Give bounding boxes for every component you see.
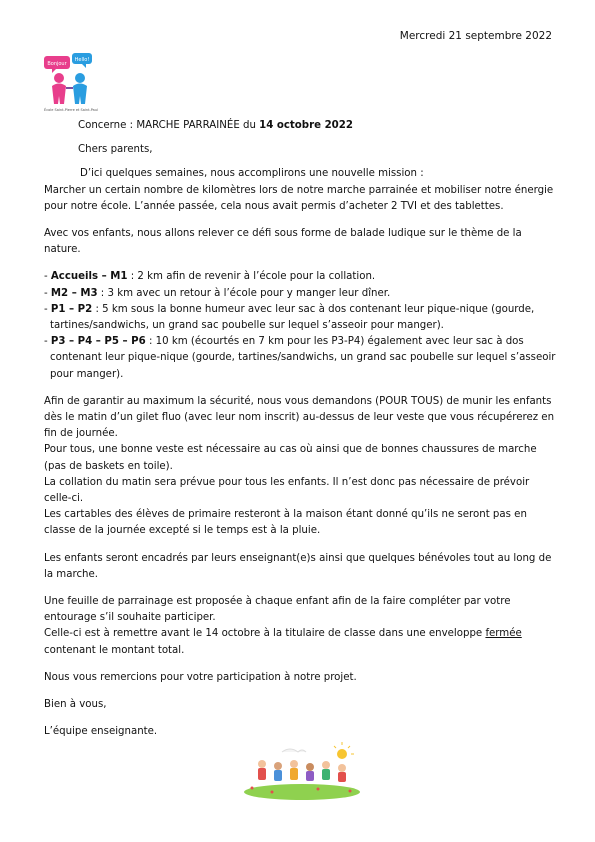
sponsorship-paragraph: Une feuille de parrainage est proposée à chaque enfant afin de la faire compléter par votre entourage s’il souhaite participer.: [44, 596, 511, 624]
children-walking-illustration: [242, 742, 362, 800]
letter-body: [44, 118, 559, 741]
supervision-paragraph: Les enfants seront encadrés par leurs enseignant(e)s ainsi que quelques bénévoles tout au long de la marche.: [44, 552, 552, 580]
closing-line: Bien à vous,: [44, 699, 107, 711]
list-item: - Accueils – M1 : 2 km afin de revenir à l’école pour la collation.: [44, 271, 376, 283]
svg-text:Bonjour: Bonjour: [47, 61, 67, 67]
greeting: Chers parents,: [78, 144, 153, 156]
school-logo: [42, 52, 100, 114]
safety-paragraph: Pour tous, une bonne veste est nécessaire au cas où ainsi que de bonnes chaussures de marche (pas de baskets en toile).: [44, 444, 537, 472]
list-item: - P1 – P2 : 5 km sous la bonne humeur avec leur sac à dos contenant leur pique-nique (gourde, tartines/sandwichs, un grand sac poubelle sur lequel s’asseoir pour manger).: [44, 303, 535, 332]
safety-paragraph: Afin de garantir au maximum la sécurité, nous vous demandons (POUR TOUS) de munir les enfants dès le matin d’un gilet fluo (avec leur nom inscrit) au-dessus de leur veste que vous récupérerez en fin de journée.: [44, 395, 555, 440]
date: Mercredi 21 septembre 2022: [399, 30, 552, 42]
list-item: - P3 – P4 – P5 – P6 : 10 km (écourtés en 7 km pour les P3-P4) également avec leur sac à dos contenant leur pique-nique (gourde, tartines/sandwichs, un grand sac poubelle sur lequel s’asseoir pour manger).: [44, 336, 556, 380]
logo-caption: École Saint-Pierre et Saint-Paul: [44, 108, 98, 112]
signature: L’équipe enseignante.: [44, 726, 158, 738]
list-item: - M2 – M3 : 3 km avec un retour à l’école pour y manger leur dîner.: [44, 287, 391, 299]
thanks-line: Nous vous remercions pour votre participation à notre projet.: [44, 671, 357, 683]
challenge-paragraph: Avec vos enfants, nous allons relever ce défi sous forme de balade ludique sur le thème de la nature.: [44, 228, 522, 256]
subject-line: Concerne : MARCHE PARRAINÉE du 14 octobre 2022: [78, 120, 353, 131]
safety-paragraph: Les cartables des élèves de primaire resteront à la maison étant donné qu’ils ne seront pas en classe de la journée excepté si le temps est à la pluie.: [44, 509, 527, 537]
svg-text:Hello!: Hello!: [74, 57, 90, 63]
sponsorship-return-paragraph: Celle-ci est à remettre avant le 14 octobre à la titulaire de classe dans une enveloppe fermée contenant le montant total.: [44, 628, 522, 656]
safety-paragraph: La collation du matin sera prévue pour tous les enfants. Il n’est donc pas nécessaire de prévoir celle-ci.: [44, 476, 530, 505]
intro-paragraph: Marcher un certain nombre de kilomètres lors de notre marche parrainée et mobiliser notre énergie pour notre école. L’année passée, cela nous avait permis d’acheter 2 TVI et des tablettes.: [44, 184, 554, 212]
intro-first-line: D’ici quelques semaines, nous accomplirons une nouvelle mission :: [80, 168, 424, 180]
walking-children-icon: [242, 742, 362, 800]
children-logo-icon: [42, 52, 100, 108]
